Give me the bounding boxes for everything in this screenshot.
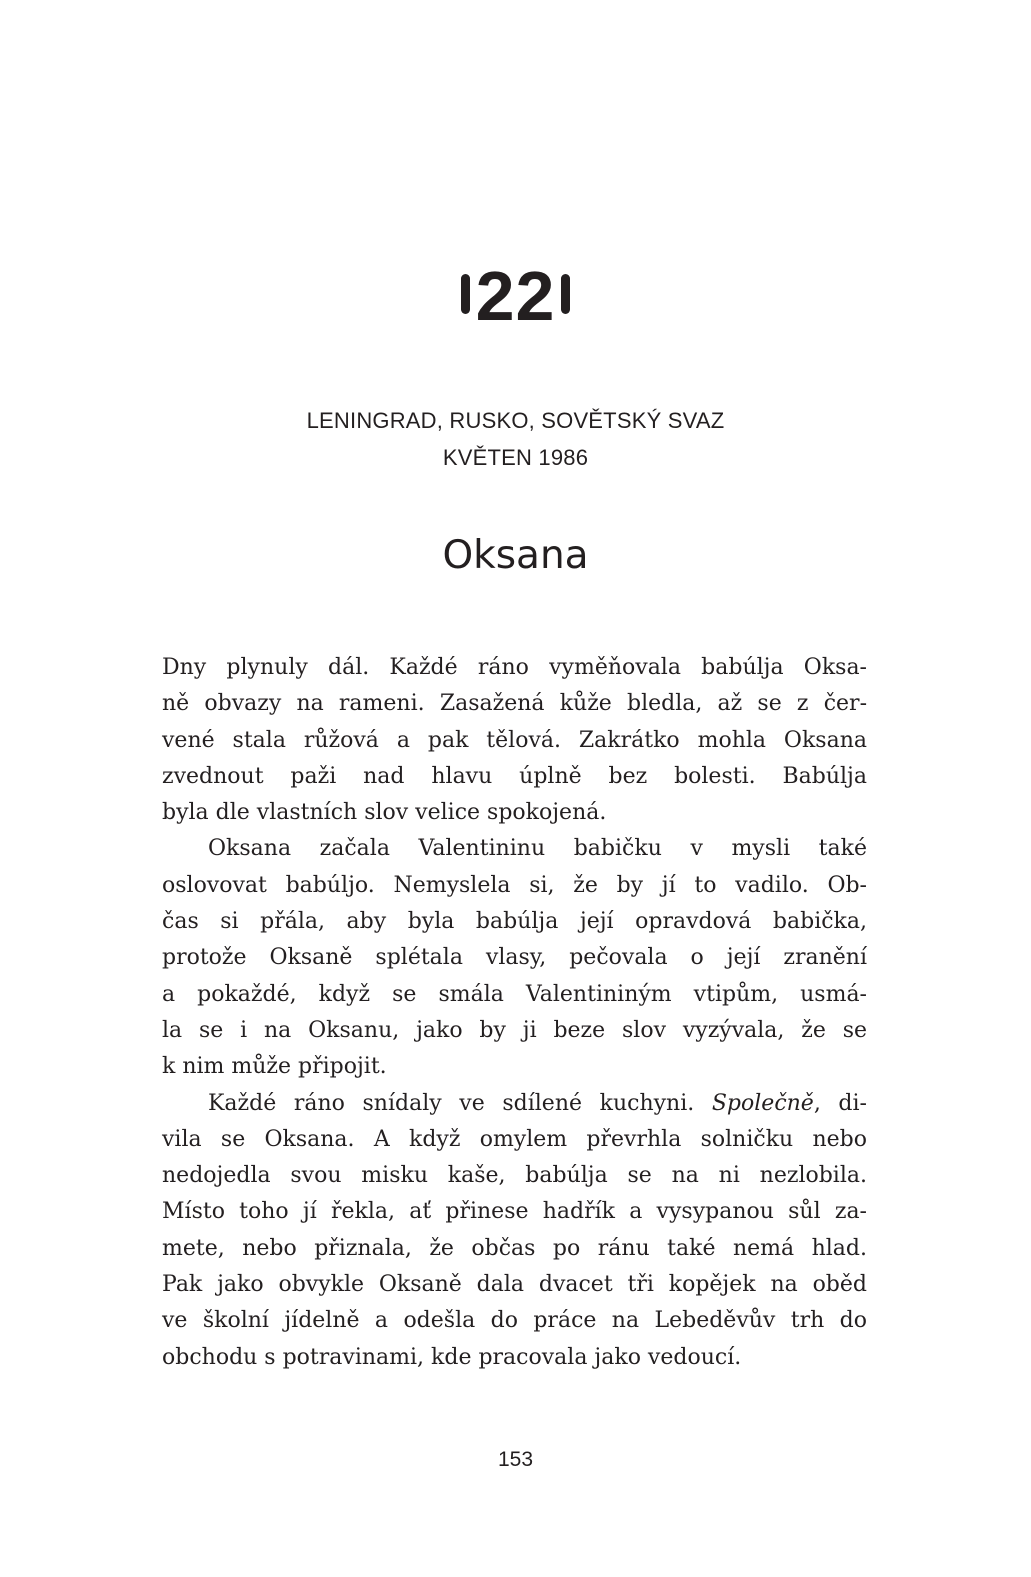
text-line: nedojedla svou misku kaše, babúlja se na ni nezlobila. (162, 1163, 867, 1189)
text-segment: , di- (813, 1090, 867, 1116)
text-line: ve školní jídelně a odešla do práce na Lebeděvův trh do (162, 1308, 867, 1334)
page-number: 153 (497, 1448, 534, 1471)
chapter-number-text: 22 (475, 257, 556, 335)
text-line: Oksana začala Valentininu babičku v mysli také (208, 836, 867, 862)
chapter-bracket-right (561, 274, 570, 314)
text-line: vené stala růžová a pak tělová. Zakrátko mohla Oksana (162, 727, 867, 753)
text-line: Pak jako obvykle Oksaně dala dvacet tři kopějek na oběd (162, 1272, 867, 1298)
text-line: la se i na Oksanu, jako by ji beze slov vyzývala, že se (162, 1017, 867, 1043)
text-line: k nim může připojit. (162, 1054, 387, 1080)
text-line: obchodu s potravinami, kde pracovala jako vedoucí. (162, 1344, 742, 1370)
text-line: čas si přála, aby byla babúlja její opravdová babička, (162, 909, 867, 935)
body-text (162, 650, 867, 1376)
text-line: byla dle vlastních slov velice spokojená. (162, 800, 607, 826)
text-line: zvednout paži nad hlavu úplně bez bolesti. Babúlja (162, 763, 867, 789)
emphasis-text: Společně (711, 1090, 814, 1116)
text-line: oslovovat babúljo. Nemyslela si, že by jí to vadilo. Ob- (162, 872, 867, 898)
text-line: Místo toho jí řekla, ať přinese hadřík a vysypanou sůl za- (162, 1199, 867, 1225)
chapter-bracket-left (461, 274, 470, 314)
chapter-heading: Oksana (442, 533, 589, 578)
chapter-number (0, 256, 1031, 336)
location-block (0, 402, 1031, 476)
location-place: LENINGRAD, RUSKO, SOVĚTSKÝ SVAZ (306, 408, 725, 433)
text-line: vila se Oksana. A když omylem převrhla solničku nebo (162, 1126, 867, 1152)
location-date: KVĚTEN 1986 (442, 445, 589, 470)
text-line: ně obvazy na rameni. Zasažená kůže bledla, až se z čer- (162, 691, 867, 717)
text-line (162, 1086, 867, 1122)
text-line: mete, nebo přiznala, že občas po ránu také nemá hlad. (162, 1235, 867, 1261)
text-line: a pokaždé, když se smála Valentininým vtipům, usmá- (162, 981, 867, 1007)
text-line: Dny plynuly dál. Každé ráno vyměňovala babúlja Oksa- (162, 655, 867, 680)
text-line: protože Oksaně splétala vlasy, pečovala o její zranění (162, 945, 867, 971)
text-segment: Každé ráno snídaly ve sdílené kuchyni. (208, 1090, 712, 1116)
